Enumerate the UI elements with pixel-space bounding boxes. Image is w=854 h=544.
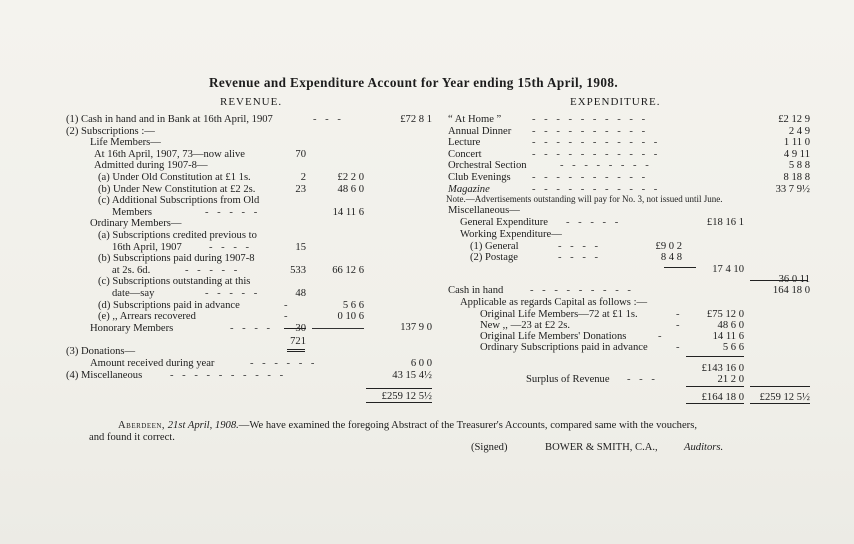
expenditure-label: Annual Dinner xyxy=(448,125,512,137)
expenditure-amount: 17 4 10 xyxy=(712,264,744,275)
expenditure-leader-dots: - - - - xyxy=(558,252,602,263)
expenditure-label: “ At Home ” xyxy=(448,114,502,125)
expenditure-leader-dots: - - - - - - - - - - - xyxy=(532,137,661,149)
revenue-label: (a) Subscriptions credited previous to xyxy=(98,230,257,241)
expenditure-label: Miscellaneous— xyxy=(448,205,520,216)
expenditure-amount: 8 4 8 xyxy=(660,252,682,263)
expenditure-amount: £164 18 0 xyxy=(701,392,744,403)
expenditure-label: New ,, —23 at £2 2s. xyxy=(480,320,571,331)
expenditure-amount: 36 0 11 xyxy=(778,274,810,285)
revenue-label: (a) Under Old Constitution at £1 1s. xyxy=(98,172,251,183)
expenditure-amount: 5 6 6 xyxy=(722,342,744,353)
revenue-amount: 14 11 6 xyxy=(332,206,364,218)
expenditure-leader-dots: - - - - - - - - - - - xyxy=(532,183,661,195)
revenue-amount: 48 6 0 xyxy=(337,183,364,195)
revenue-leader-dots: - - - - - xyxy=(205,288,261,299)
audit-place: Aberdeen, xyxy=(118,420,166,431)
expenditure-leader-dots: - xyxy=(658,331,665,342)
revenue-leader-dots: - xyxy=(284,311,291,323)
signed-label: (Signed) xyxy=(471,442,508,453)
revenue-dash-rule xyxy=(312,328,364,329)
revenue-label: At 16th April, 1907, 73—now alive xyxy=(94,148,245,160)
audit-text: —We have examined the foregoing Abstract of the Treasurer's Accounts, compared same with the vouchers, xyxy=(238,420,697,431)
auditors-role: Auditors. xyxy=(684,442,724,453)
expenditure-leader-dots: - - - - - - - - - - xyxy=(532,114,649,125)
revenue-amount: 30 xyxy=(295,322,306,334)
revenue-label: (d) Subscriptions paid in advance xyxy=(98,299,240,311)
expenditure-label: Club Evenings xyxy=(448,172,511,183)
expenditure-label: Concert xyxy=(448,148,482,160)
revenue-total-rule xyxy=(366,388,432,389)
exp-subtotal-rule xyxy=(750,280,808,281)
expenditure-amount: £18 16 1 xyxy=(706,217,744,228)
audit-statement xyxy=(118,420,697,432)
auditors-name: BOWER & SMITH, C.A., xyxy=(545,442,658,453)
revenue-label: (4) Miscellaneous xyxy=(66,370,143,381)
expenditure-amount: 8 18 8 xyxy=(783,172,810,183)
expenditure-label: Magazine xyxy=(448,183,490,195)
revenue-amount: 66 12 6 xyxy=(332,264,364,276)
revenue-label: at 2s. 6d. xyxy=(112,264,151,276)
expenditure-label: Orchestral Section xyxy=(448,160,527,172)
expenditure-amount: 14 11 6 xyxy=(712,331,744,342)
capital-sum-rule xyxy=(686,356,744,357)
expenditure-leader-dots: - - - xyxy=(627,374,658,385)
expenditure-amount: 2 4 9 xyxy=(788,125,810,137)
expenditure-label: Surplus of Revenue xyxy=(526,374,610,385)
expenditure-label: Cash in hand xyxy=(448,285,504,296)
expenditure-leader-dots: - xyxy=(676,320,683,331)
expenditure-leader-dots: - - - - - - - - - - xyxy=(532,172,649,183)
expenditure-leader-dots: - - - - - - - - - - xyxy=(532,125,649,137)
audit-text-cont: and found it correct. xyxy=(89,432,175,443)
expenditure-label: Applicable as regards Capital as follows :— xyxy=(460,297,648,308)
expenditure-label: (1) General xyxy=(470,241,519,252)
revenue-amount: 43 15 4½ xyxy=(392,370,432,381)
revenue-label: Honorary Members xyxy=(90,322,174,334)
expenditure-leader-dots: - xyxy=(676,342,683,353)
expenditure-label: Original Life Members' Donations xyxy=(480,331,627,342)
expenditure-label: Ordinary Subscriptions paid in advance xyxy=(480,342,648,353)
revenue-amount: 721 xyxy=(290,336,306,347)
revenue-label: 16th April, 1907 xyxy=(112,241,182,253)
expenditure-amount: 21 2 0 xyxy=(717,374,744,385)
revenue-amount: £2 2 0 xyxy=(337,172,364,183)
revenue-label: (3) Donations— xyxy=(66,346,136,357)
revenue-leader-dots: - - - - - - - - - - xyxy=(170,370,287,381)
revenue-subtotal-rule xyxy=(284,328,306,329)
revenue-count-underline xyxy=(287,349,305,350)
expenditure-amount: 4 9 11 xyxy=(783,148,810,160)
revenue-amount: £72 8 1 xyxy=(400,114,432,125)
expenditure-label: Working Expenditure— xyxy=(460,229,562,240)
revenue-label: Members xyxy=(112,206,153,218)
expenditure-leader-dots: - - - - - - - - - - - xyxy=(532,148,661,160)
expenditure-amount: 5 8 8 xyxy=(788,160,810,172)
expenditure-label: Note.—Advertisements outstanding will pay for No. 3, not issued until June. xyxy=(446,194,723,204)
revenue-leader-dots: - - - - - xyxy=(185,264,241,276)
expenditure-amount: £75 12 0 xyxy=(706,309,744,320)
revenue-label: Ordinary Members— xyxy=(90,218,182,230)
exp-total-rule xyxy=(750,386,810,387)
expenditure-leader-dots: - - - - xyxy=(558,241,602,252)
expenditure-leader-dots: - xyxy=(676,309,683,320)
revenue-label: (b) Under New Constitution at £2 2s. xyxy=(98,183,256,195)
revenue-amount: 137 9 0 xyxy=(400,322,432,333)
revenue-amount: 48 xyxy=(295,288,306,299)
revenue-amount: 2 xyxy=(300,172,306,183)
expenditure-label: Original Life Members—72 at £1 1s. xyxy=(480,309,638,320)
expenditure-leader-dots: - - - - - xyxy=(566,217,622,228)
expenditure-amount: 33 7 9½ xyxy=(775,183,810,195)
page-title: Revenue and Expenditure Account for Year ending 15th April, 1908. xyxy=(209,75,619,90)
audit-date: 21st April, 1908. xyxy=(167,420,239,431)
expenditure-amount: 164 18 0 xyxy=(772,285,810,296)
exp-total-underline-2 xyxy=(750,403,810,404)
expenditure-amount: 1 11 0 xyxy=(783,137,810,149)
revenue-amount: 15 xyxy=(295,241,306,253)
expenditure-amount: £9 0 2 xyxy=(655,241,682,252)
expenditure-label: (2) Postage xyxy=(470,252,518,263)
expenditure-amount: £2 12 9 xyxy=(778,114,810,125)
revenue-label: Life Members— xyxy=(90,137,161,149)
expenditure-leader-dots: - - - - - - - - - xyxy=(530,285,634,296)
revenue-label: date—say xyxy=(112,288,155,299)
expenditure-label: Lecture xyxy=(448,137,481,149)
revenue-label: Admitted during 1907-8— xyxy=(94,160,208,172)
revenue-label: (c) Additional Subscriptions from Old xyxy=(98,195,260,207)
revenue-label: (2) Subscriptions :— xyxy=(66,125,155,137)
revenue-leader-dots: - - - xyxy=(313,114,344,125)
revenue-label: (b) Subscriptions paid during 1907-8 xyxy=(98,253,255,265)
expenditure-amount: 48 6 0 xyxy=(717,320,744,331)
revenue-count-underline-2 xyxy=(287,351,305,352)
surplus-rule xyxy=(686,386,744,387)
revenue-label: (c) Subscriptions outstanding at this xyxy=(98,276,251,288)
revenue-leader-dots: - - - - - xyxy=(205,206,261,218)
revenue-amount: 533 xyxy=(290,264,306,276)
expenditure-header: EXPENDITURE. xyxy=(570,96,661,108)
revenue-amount: 23 xyxy=(295,183,306,195)
revenue-amount: £259 12 5½ xyxy=(381,391,432,402)
working-exp-rule xyxy=(664,267,696,268)
revenue-label: Amount received during year xyxy=(90,358,215,369)
revenue-leader-dots: - - - - - - xyxy=(250,358,318,369)
revenue-header: REVENUE. xyxy=(220,96,283,108)
exp-total-underline xyxy=(686,403,744,404)
revenue-amount: 6 0 0 xyxy=(410,358,432,369)
expenditure-label: General Expenditure xyxy=(460,217,548,228)
expenditure-leader-dots: - - - - - - - - xyxy=(560,160,652,172)
expenditure-amount: £259 12 5½ xyxy=(759,392,810,403)
revenue-amount: 5 6 6 xyxy=(342,299,364,311)
revenue-leader-dots: - xyxy=(284,299,291,311)
revenue-label: (1) Cash in hand and in Bank at 16th April, 1907 xyxy=(66,114,273,125)
revenue-leader-dots: - - - - xyxy=(209,241,253,253)
revenue-label: (e) ,, Arrears recovered xyxy=(98,311,196,323)
revenue-total-underline xyxy=(366,402,432,403)
revenue-amount: 0 10 6 xyxy=(337,311,364,323)
revenue-leader-dots: - - - - xyxy=(230,322,274,334)
expenditure-amount: £143 16 0 xyxy=(701,363,744,374)
revenue-amount: 70 xyxy=(295,148,306,160)
